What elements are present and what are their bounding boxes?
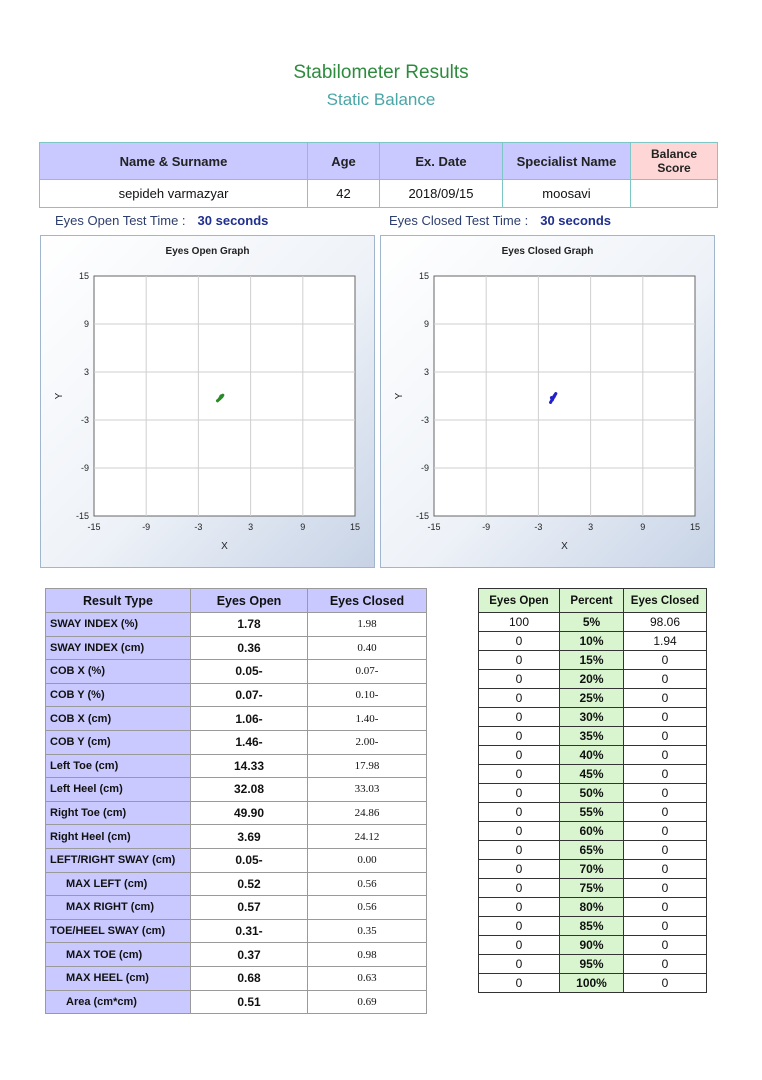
- eyes-closed-time-label: Eyes Closed Test Time :: [389, 213, 529, 228]
- balance-score-header: [631, 143, 718, 180]
- table-row: [479, 670, 707, 689]
- eyes-closed-cell: 1.40-: [308, 707, 427, 731]
- result-type-cell: COB X (%): [46, 660, 191, 684]
- x-tick-label: 9: [300, 522, 306, 532]
- pct-percent-cell: 90%: [560, 936, 624, 955]
- x-tick-label: -15: [427, 522, 441, 532]
- table-row: [46, 778, 427, 802]
- pct-eyes-open-cell: 0: [479, 784, 560, 803]
- x-tick-label: 15: [349, 522, 361, 532]
- patient-info-table: [39, 142, 718, 208]
- table-row: [46, 896, 427, 920]
- table-row: [46, 683, 427, 707]
- result-type-cell: TOE/HEEL SWAY (cm): [46, 919, 191, 943]
- y-tick-label: -15: [415, 511, 429, 521]
- table-row: [46, 801, 427, 825]
- y-tick-label: 9: [423, 319, 429, 329]
- percentile-table: [478, 588, 707, 993]
- x-tick-label: 15: [689, 522, 701, 532]
- x-tick-label: -9: [142, 522, 151, 532]
- pct-eyes-open-cell: 0: [479, 746, 560, 765]
- table-row: [46, 966, 427, 990]
- age-value: 42: [308, 180, 380, 208]
- eyes-open-cell: 0.37: [191, 943, 308, 967]
- result-type-cell: MAX HEEL (cm): [46, 966, 191, 990]
- pct-percent-cell: 10%: [560, 632, 624, 651]
- eyes-closed-cell: 0.56: [308, 872, 427, 896]
- table-row: [479, 879, 707, 898]
- y-tick-label: 3: [423, 367, 429, 377]
- result-type-cell: COB X (cm): [46, 707, 191, 731]
- eyes-closed-cell: 33.03: [308, 778, 427, 802]
- eyes-open-cell: 1.06-: [191, 707, 308, 731]
- pct-eyes-open-cell: 0: [479, 670, 560, 689]
- x-tick-label: -15: [87, 522, 101, 532]
- result-type-cell: Left Toe (cm): [46, 754, 191, 778]
- percentile-header-row: [479, 589, 707, 613]
- pct-eyes-open-cell: 0: [479, 727, 560, 746]
- pct-eyes-closed-header: Eyes Closed: [624, 589, 707, 613]
- pct-percent-cell: 100%: [560, 974, 624, 993]
- eyes-closed-cell: 2.00-: [308, 730, 427, 754]
- result-type-cell: MAX TOE (cm): [46, 943, 191, 967]
- table-row: [479, 898, 707, 917]
- pct-eyes-open-cell: 0: [479, 803, 560, 822]
- pct-eyes-closed-cell: 1.94: [624, 632, 707, 651]
- table-row: [479, 765, 707, 784]
- x-tick-label: 3: [248, 522, 254, 532]
- eyes-closed-cell: 24.86: [308, 801, 427, 825]
- data-point: [218, 398, 221, 401]
- eyes-open-cell: 0.68: [191, 966, 308, 990]
- result-type-cell: Area (cm*cm): [46, 990, 191, 1014]
- pct-eyes-closed-cell: 0: [624, 746, 707, 765]
- pct-eyes-open-cell: 0: [479, 955, 560, 974]
- eyes-open-graph: [41, 236, 374, 567]
- eyes-closed-cell: 0.00: [308, 848, 427, 872]
- report-title: Stabilometer Results: [293, 62, 469, 83]
- pct-eyes-open-cell: 0: [479, 822, 560, 841]
- table-row: [479, 613, 707, 632]
- result-type-cell: MAX RIGHT (cm): [46, 896, 191, 920]
- pct-percent-cell: 55%: [560, 803, 624, 822]
- eyes-open-time-label: Eyes Open Test Time :: [55, 213, 186, 228]
- y-tick-label: -15: [75, 511, 89, 521]
- table-row: [46, 730, 427, 754]
- plot-area: [434, 276, 695, 516]
- table-row: [479, 689, 707, 708]
- x-tick-label: -3: [194, 522, 203, 532]
- eyes-open-cell: 0.31-: [191, 919, 308, 943]
- y-axis-label: Y: [394, 392, 405, 400]
- table-row: [46, 943, 427, 967]
- table-row: [479, 936, 707, 955]
- eyes-closed-graph-title: Eyes Closed Graph: [501, 246, 594, 257]
- eyes-open-cell: 0.05-: [191, 660, 308, 684]
- x-tick-label: -3: [534, 522, 543, 532]
- pct-eyes-closed-cell: 0: [624, 727, 707, 746]
- table-row: [46, 825, 427, 849]
- pct-eyes-open-cell: 0: [479, 632, 560, 651]
- pct-percent-cell: 25%: [560, 689, 624, 708]
- table-row: [46, 919, 427, 943]
- name-header: Name & Surname: [40, 143, 308, 180]
- results-body: [46, 613, 427, 1014]
- eyes-closed-graph-panel: [380, 235, 715, 568]
- eyes-closed-cell: 0.07-: [308, 660, 427, 684]
- pct-eyes-closed-cell: 0: [624, 860, 707, 879]
- eyes-closed-cell: 0.69: [308, 990, 427, 1014]
- result-type-cell: LEFT/RIGHT SWAY (cm): [46, 848, 191, 872]
- result-type-cell: SWAY INDEX (cm): [46, 636, 191, 660]
- table-row: [479, 917, 707, 936]
- eyes-open-cell: 49.90: [191, 801, 308, 825]
- table-row: [479, 803, 707, 822]
- eyes-open-cell: 1.46-: [191, 730, 308, 754]
- pct-eyes-closed-cell: 0: [624, 974, 707, 993]
- pct-eyes-open-cell: 0: [479, 936, 560, 955]
- pct-percent-cell: 30%: [560, 708, 624, 727]
- y-tick-label: -3: [80, 415, 89, 425]
- pct-percent-cell: 80%: [560, 898, 624, 917]
- x-tick-label: -9: [482, 522, 491, 532]
- pct-percent-cell: 60%: [560, 822, 624, 841]
- specialist-value: moosavi: [503, 180, 631, 208]
- pct-eyes-open-cell: 0: [479, 860, 560, 879]
- pct-percent-cell: 45%: [560, 765, 624, 784]
- eyes-open-graph-panel: [40, 235, 375, 568]
- table-row: [46, 707, 427, 731]
- table-row: [479, 784, 707, 803]
- eyes-closed-cell: 0.56: [308, 896, 427, 920]
- data-point: [549, 401, 552, 404]
- name-value: sepideh varmazyar: [40, 180, 308, 208]
- table-row: [479, 632, 707, 651]
- pct-eyes-open-cell: 0: [479, 651, 560, 670]
- pct-eyes-closed-cell: 0: [624, 784, 707, 803]
- table-row: [479, 974, 707, 993]
- table-row: [479, 955, 707, 974]
- pct-percent-header: Percent: [560, 589, 624, 613]
- eyes-closed-cell: 0.98: [308, 943, 427, 967]
- date-value: 2018/09/15: [380, 180, 503, 208]
- data-point: [550, 396, 553, 399]
- report-subtitle: Static Balance: [326, 90, 436, 109]
- pct-percent-cell: 65%: [560, 841, 624, 860]
- pct-eyes-closed-cell: 0: [624, 917, 707, 936]
- table-row: [479, 860, 707, 879]
- y-axis-label: Y: [54, 392, 65, 400]
- eyes-closed-cell: 1.98: [308, 613, 427, 637]
- table-row: [46, 660, 427, 684]
- pct-eyes-closed-cell: 0: [624, 670, 707, 689]
- table-row: [46, 848, 427, 872]
- pct-eyes-closed-cell: 0: [624, 955, 707, 974]
- pct-eyes-closed-cell: 0: [624, 651, 707, 670]
- result-type-cell: Left Heel (cm): [46, 778, 191, 802]
- eyes-open-cell: 0.51: [191, 990, 308, 1014]
- eyes-closed-cell: 0.40: [308, 636, 427, 660]
- eyes-open-cell: 32.08: [191, 778, 308, 802]
- x-tick-label: 3: [588, 522, 594, 532]
- eyes-open-time-value: 30 seconds: [197, 213, 269, 228]
- x-tick-label: 9: [640, 522, 646, 532]
- eyes-open-cell: 0.52: [191, 872, 308, 896]
- eyes-open-header: Eyes Open: [191, 589, 308, 613]
- data-point: [553, 395, 556, 398]
- pct-eyes-closed-cell: 0: [624, 689, 707, 708]
- pct-eyes-open-cell: 0: [479, 917, 560, 936]
- pct-eyes-open-cell: 0: [479, 879, 560, 898]
- eyes-closed-cell: 0.63: [308, 966, 427, 990]
- eyes-closed-cell: 17.98: [308, 754, 427, 778]
- pct-eyes-closed-cell: 0: [624, 765, 707, 784]
- results-table: [45, 588, 427, 1014]
- eyes-closed-graph: [381, 236, 714, 567]
- pct-eyes-open-cell: 0: [479, 898, 560, 917]
- table-row: [479, 746, 707, 765]
- eyes-closed-time-value: 30 seconds: [540, 213, 612, 228]
- x-axis-label: X: [561, 541, 568, 552]
- pct-percent-cell: 95%: [560, 955, 624, 974]
- eyes-closed-cell: 0.35: [308, 919, 427, 943]
- y-tick-label: 15: [78, 271, 89, 281]
- result-type-cell: Right Heel (cm): [46, 825, 191, 849]
- pct-percent-cell: 50%: [560, 784, 624, 803]
- eyes-open-cell: 0.57: [191, 896, 308, 920]
- pct-percent-cell: 5%: [560, 613, 624, 632]
- pct-eyes-open-cell: 0: [479, 974, 560, 993]
- date-header: Ex. Date: [380, 143, 503, 180]
- data-point: [551, 399, 554, 402]
- patient-info-value-row: [40, 180, 718, 208]
- balance-score-header-line1: Balance: [650, 147, 698, 161]
- eyes-closed-test-time: [389, 213, 611, 228]
- pct-percent-cell: 85%: [560, 917, 624, 936]
- table-row: [479, 651, 707, 670]
- pct-eyes-closed-cell: 0: [624, 841, 707, 860]
- eyes-closed-cell: 24.12: [308, 825, 427, 849]
- eyes-open-graph-title: Eyes Open Graph: [165, 246, 250, 257]
- data-point: [220, 395, 223, 398]
- y-tick-label: -9: [420, 463, 429, 473]
- pct-eyes-closed-cell: 0: [624, 708, 707, 727]
- result-type-cell: MAX LEFT (cm): [46, 872, 191, 896]
- eyes-open-cell: 14.33: [191, 754, 308, 778]
- pct-percent-cell: 35%: [560, 727, 624, 746]
- table-row: [479, 822, 707, 841]
- pct-eyes-open-cell: 0: [479, 689, 560, 708]
- result-type-header: Result Type: [46, 589, 191, 613]
- y-tick-label: 15: [418, 271, 429, 281]
- table-row: [479, 841, 707, 860]
- y-tick-label: -9: [80, 463, 89, 473]
- pct-percent-cell: 70%: [560, 860, 624, 879]
- data-point: [554, 392, 557, 395]
- result-type-cell: SWAY INDEX (%): [46, 613, 191, 637]
- pct-eyes-open-header: Eyes Open: [479, 589, 560, 613]
- patient-info-header-row: [40, 143, 718, 180]
- table-row: [479, 708, 707, 727]
- table-row: [46, 754, 427, 778]
- pct-eyes-closed-cell: 0: [624, 803, 707, 822]
- eyes-open-cell: 0.36: [191, 636, 308, 660]
- eyes-open-cell: 0.05-: [191, 848, 308, 872]
- pct-eyes-open-cell: 0: [479, 765, 560, 784]
- table-row: [46, 636, 427, 660]
- plot-area: [94, 276, 355, 516]
- specialist-header: Specialist Name: [503, 143, 631, 180]
- age-header: Age: [308, 143, 380, 180]
- pct-percent-cell: 15%: [560, 651, 624, 670]
- pct-eyes-open-cell: 100: [479, 613, 560, 632]
- pct-eyes-open-cell: 0: [479, 841, 560, 860]
- pct-percent-cell: 40%: [560, 746, 624, 765]
- result-type-cell: Right Toe (cm): [46, 801, 191, 825]
- eyes-closed-cell: 0.10-: [308, 683, 427, 707]
- pct-eyes-closed-cell: 0: [624, 936, 707, 955]
- results-header-row: [46, 589, 427, 613]
- table-row: [46, 613, 427, 637]
- y-tick-label: -3: [420, 415, 429, 425]
- balance-score-header-line2: Score: [657, 161, 691, 175]
- pct-eyes-closed-cell: 98.06: [624, 613, 707, 632]
- result-type-cell: COB Y (%): [46, 683, 191, 707]
- result-type-cell: COB Y (cm): [46, 730, 191, 754]
- table-row: [46, 872, 427, 896]
- pct-percent-cell: 20%: [560, 670, 624, 689]
- eyes-open-cell: 3.69: [191, 825, 308, 849]
- y-tick-label: 3: [83, 367, 89, 377]
- eyes-closed-header: Eyes Closed: [308, 589, 427, 613]
- eyes-open-test-time: [55, 213, 268, 228]
- pct-eyes-closed-cell: 0: [624, 822, 707, 841]
- eyes-open-cell: 0.07-: [191, 683, 308, 707]
- balance-score-value: [631, 180, 718, 208]
- x-axis-label: X: [221, 541, 228, 552]
- percentile-body: [479, 613, 707, 993]
- pct-eyes-closed-cell: 0: [624, 898, 707, 917]
- y-tick-label: 9: [83, 319, 89, 329]
- table-row: [46, 990, 427, 1014]
- eyes-open-cell: 1.78: [191, 613, 308, 637]
- pct-eyes-open-cell: 0: [479, 708, 560, 727]
- table-row: [479, 727, 707, 746]
- pct-eyes-closed-cell: 0: [624, 879, 707, 898]
- pct-percent-cell: 75%: [560, 879, 624, 898]
